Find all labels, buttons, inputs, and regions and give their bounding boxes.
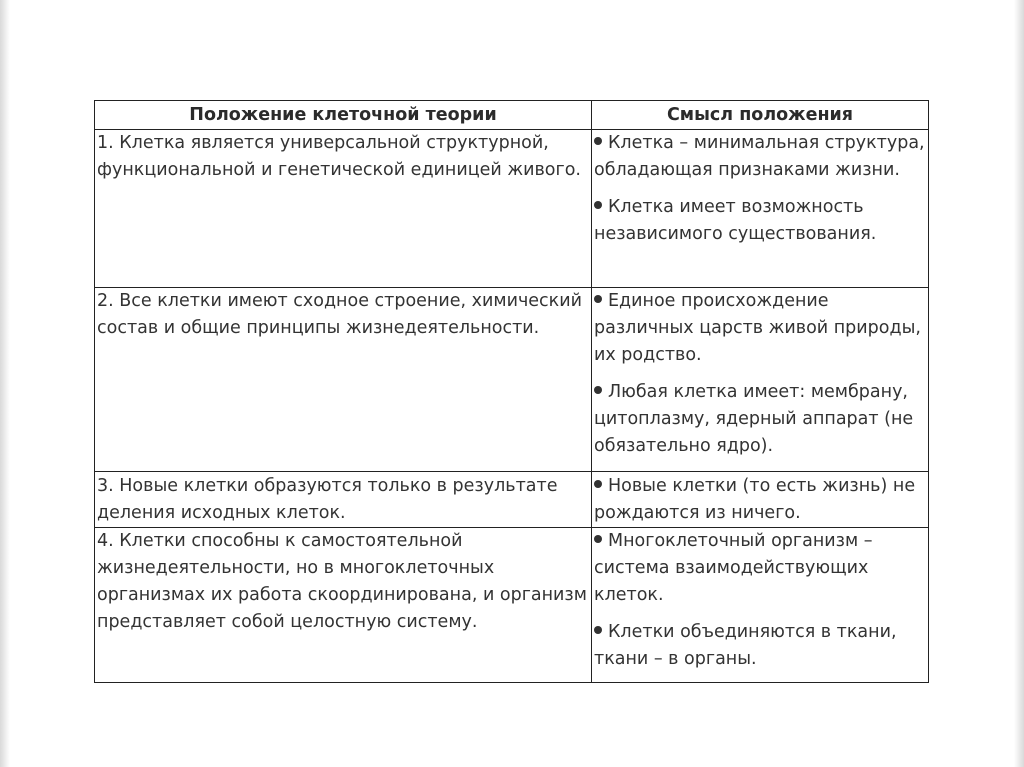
bullet-icon xyxy=(594,626,602,634)
meaning-text: Единое происхождение различных царств живой природы, их родство. xyxy=(594,291,921,365)
meaning-item xyxy=(594,528,926,609)
bullet-icon xyxy=(594,480,602,488)
meaning-text: Клетка имеет возможность независимого существования. xyxy=(594,197,877,244)
bullet-icon xyxy=(594,295,602,303)
table-row xyxy=(95,130,929,288)
table-header-row xyxy=(95,101,929,130)
bullet-icon xyxy=(594,201,602,209)
meaning-text: Новые клетки (то есть жизнь) не рождаются из ничего. xyxy=(594,476,916,523)
meaning-item xyxy=(594,288,926,369)
statement-cell: 3. Новые клетки образуются только в результате деления исходных клеток. xyxy=(95,472,592,528)
meaning-cell xyxy=(592,528,929,683)
statement-cell: 4. Клетки способны к самостоятельной жизнедеятельности, но в многоклеточных организмах их работа скоординирована, и организм представляет собой целостную систему. xyxy=(95,528,592,683)
meaning-text: Любая клетка имеет: мембрану, цитоплазму, ядерный аппарат (не обязательно ядро). xyxy=(594,382,914,456)
meaning-text: Клетка – минимальная структура, обладающая признаками жизни. xyxy=(594,133,925,180)
table-row xyxy=(95,288,929,472)
meaning-text: Многоклеточный организм – система взаимодействующих клеток. xyxy=(594,531,873,605)
meaning-item xyxy=(594,473,926,527)
bullet-icon xyxy=(594,386,602,394)
bullet-icon xyxy=(594,535,602,543)
statement-cell: 1. Клетка является универсальной структурной, функциональной и генетической единицей живого. xyxy=(95,130,592,288)
page-shadow-left xyxy=(0,0,10,767)
meaning-cell xyxy=(592,130,929,288)
meaning-item xyxy=(594,379,926,460)
meaning-cell xyxy=(592,472,929,528)
meaning-item xyxy=(594,194,926,248)
cell-theory-table xyxy=(94,100,929,683)
header-statement: Положение клеточной теории xyxy=(95,101,592,130)
table-row xyxy=(95,472,929,528)
page-shadow-right xyxy=(1014,0,1024,767)
meaning-text: Клетки объединяются в ткани, ткани – в органы. xyxy=(594,622,897,669)
meaning-item xyxy=(594,619,926,673)
meaning-cell xyxy=(592,288,929,472)
header-meaning: Смысл положения xyxy=(592,101,929,130)
meaning-item xyxy=(594,130,926,184)
statement-cell: 2. Все клетки имеют сходное строение, химический состав и общие принципы жизнедеятельности. xyxy=(95,288,592,472)
table-row xyxy=(95,528,929,683)
bullet-icon xyxy=(594,137,602,145)
